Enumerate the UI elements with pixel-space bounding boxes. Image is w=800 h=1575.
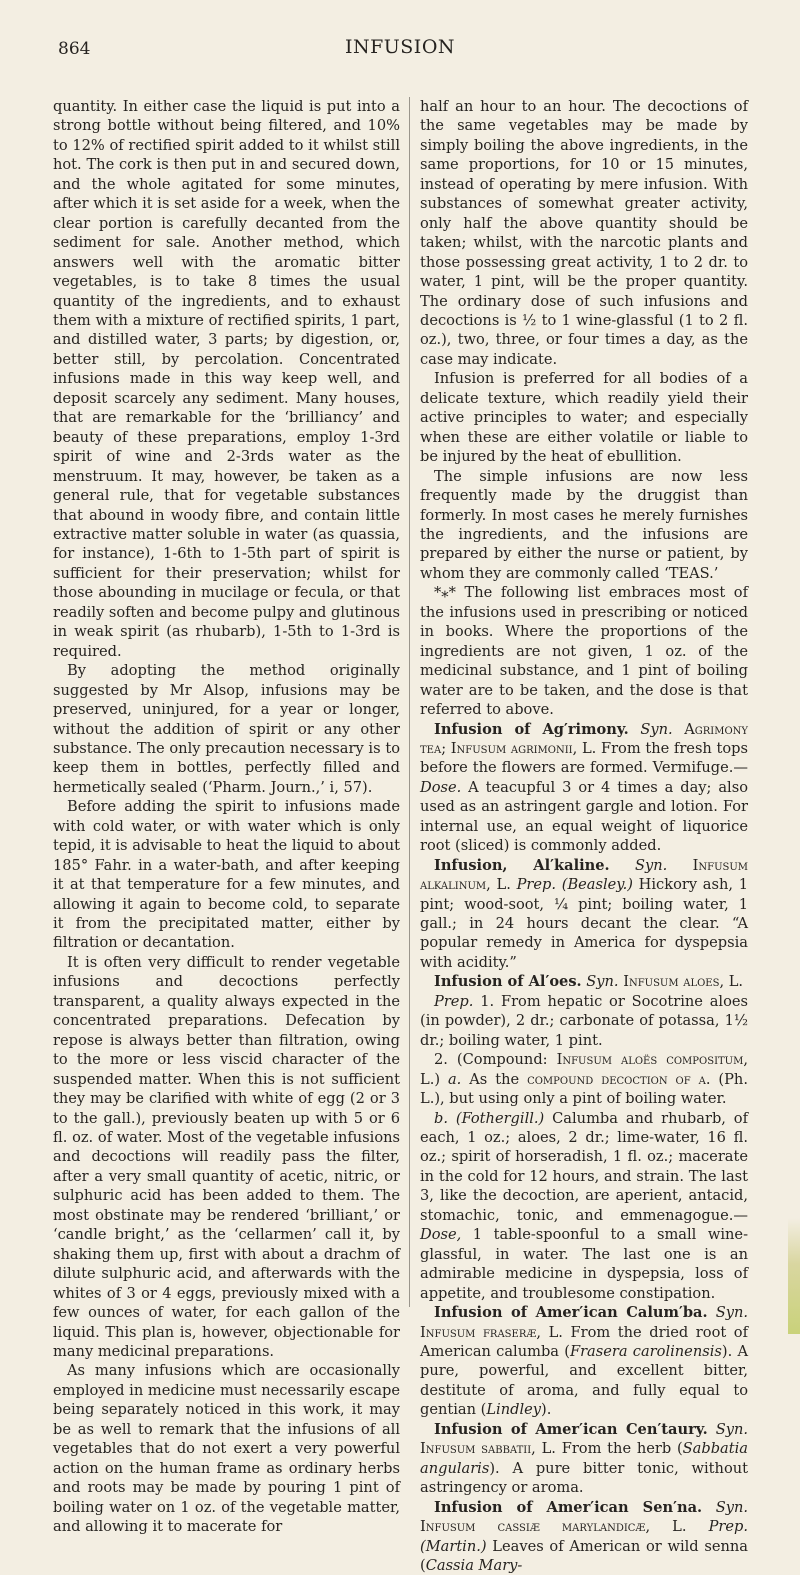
entry-heading: Infusion of Amer′ican Sen′na. <box>434 1498 703 1516</box>
entry-calumba <box>420 1303 748 1420</box>
synonyms: Infusum alkalinum, L. <box>420 856 749 894</box>
paragraph <box>420 583 748 719</box>
syn-label: Syn. <box>715 1420 748 1438</box>
synonyms: Infusum sabbatii, L. <box>420 1440 556 1458</box>
entry-text: Calumba and rhubarb, of each, 1 oz.; aloes, 2 dr.; lime-water, 16 fl. oz.; spirit of horseradish, 1 fl. oz.; macerate in the cold for 12 hours, and strain. The last 3, like the decoction, are aperient, antacid, stomachic, tonic, and emmenagogue.— <box>420 1109 748 1224</box>
column-divider <box>409 97 410 1307</box>
entry-heading: Infusion of Amer′ican Cen′taury. <box>434 1420 708 1438</box>
item-letter: b. <box>434 1109 448 1127</box>
synonyms: Infusum cassiæ marylandicæ, L. <box>420 1518 687 1536</box>
entry-text: As the <box>461 1070 528 1088</box>
entry-centaury <box>420 1420 748 1498</box>
paragraph: By adopting the method originally suggested by Mr Alsop, infusions may be preserved, uninjured, for a year or longer, without the addition of spirit or any other substance. The only precaution necessary is to keep them in bottles, perfectly filled and hermetically sealed (‘Pharm. Journ.,’ i, 57). <box>53 662 400 796</box>
paragraph-text: The following list embraces most of the infusions used in prescribing or noticed in books. Where the proportions of the ingredients are not given, 1 oz. of the medicinal substance, and 1 pint of boiling water are to be taken, and the dose is that referred to above. <box>420 584 748 719</box>
entry-text: , L.) <box>420 1051 748 1088</box>
paragraph: The simple infusions are now less frequently made by the druggist than formerly. In most cases he merely furnishes the ingredients, and the infusions are prepared by either the nurse or patient, by whom they are commonly called ‘TEAS.’ <box>420 467 748 582</box>
synonyms: Infusum aloes, L. <box>623 973 744 991</box>
paragraph: quantity. In either case the liquid is put into a strong bottle without being filtered, and 10% to 12% of rectified spirit added to it whilst still hot. The cork is then put in and secured down, and the whole agitated for some minutes, after which it is set aside for a week, when the clear portion is carefully decanted from the sediment for sale. Another method, which answers well with the aromatic bitter vegetables, is to take 8 times the usual quantity of the ingredients, and to exhaust them with a mixture of rectified spirits, 1 part, and distilled water, 3 parts; by digestion, or, better still, by percolation. Concentrated infusions made in this way keep well, and deposit scarcely any sediment. Many houses, that are remarkable for the ‘brilliancy’ and beauty of these preparations, employ 1-3rd spirit of wine and 2-3rds water as the menstruum. It may, however, be taken as a general rule, that for vegetable substances that abound in woody fibre, and contain little extractive matter soluble in water (as quassia, for instance), 1-6th to 1-5th part of spirit is sufficient for their preservation; whilst for those abounding in mucilage or fecula, or that readily soften and become pulpy and glutinous in weak spirit (as rhubarb), 1-5th to 1-3rd is required. <box>53 98 400 660</box>
dose-label: Dose, <box>420 1226 462 1244</box>
source: (Martin.) <box>420 1537 487 1555</box>
latin-name: Frasera carolinensis <box>569 1343 722 1360</box>
latin-name: Sabbatia angularis <box>420 1440 748 1477</box>
item-letter: a. <box>447 1070 462 1088</box>
entry-text: From the dried root of American calumba ( <box>420 1323 748 1360</box>
dose-label: Dose. <box>420 778 462 796</box>
source: Lindley <box>486 1401 541 1419</box>
left-column <box>53 97 400 1537</box>
page-edge-tint <box>788 1218 800 1334</box>
prep-label: Prep. <box>434 992 474 1010</box>
paragraph: It is often very difficult to render vegetable infusions and decoctions perfectly transparent, a quality always expected in the concentrated preparations. Defecation by repose is always better than filtration, owing to the more or less viscid character of the suspended matter. When this is not sufficient they may be clarified with white of egg (2 or 3 to the gall.), previously beaten up with 5 or 6 fl. oz. of water. Most of the vegetable infusions and decoctions will readily pass the filter, after a very small quantity of acetic, nitric, or sulphuric acid has been added to them. The most obstinate may be rendered ‘brilliant,’ or ‘candle bright,’ as the ‘cellarmen’ call it, by shaking them up, first with about a drachm of dilute sulphuric acid, and afterwards with the whites of 3 or 4 eggs, previously mixed with a few ounces of water, for each gallon of the liquid. This plan is, however, objectionable for many medicinal preparations. <box>53 953 400 1360</box>
prep-label: Prep. <box>516 876 557 894</box>
entry-text: From the herb ( <box>555 1440 683 1458</box>
entry-aloes-compound-a <box>420 1050 748 1108</box>
syn-label: Syn. <box>715 1498 748 1516</box>
synonyms: Infusum aloës compositum <box>556 1051 744 1069</box>
paragraph: Infusion is preferred for all bodies of a delicate texture, which readily yield their active principles to water; and especially when these are either volatile or liable to be injured by the heat of ebullition. <box>420 370 748 466</box>
entry-aloes <box>420 972 748 991</box>
entry-text: ). A pure, powerful, and excellent bitter, destitute of aroma, and fully equal to gentian ( <box>420 1343 748 1419</box>
prep-label: Prep. <box>708 1518 749 1536</box>
entry-text: ). <box>541 1401 552 1419</box>
entry-heading: Infusion, Al′kaline. <box>434 856 610 874</box>
asterism: *⁎* <box>434 584 456 602</box>
syn-label: Syn. <box>715 1304 748 1322</box>
synonyms: Agrimony tea; Infusum agrimonii, L. <box>420 720 748 757</box>
entry-aloes-prep <box>420 992 748 1050</box>
source: (Beasley.) <box>561 876 633 894</box>
entry-text: Hickory ash, 1 pint; wood-soot, ¼ pint; boiling water, 1 gall.; in 24 hours decant the clear. “A popular remedy in America for dyspepsia with acidity.” <box>420 876 749 971</box>
paragraph: Before adding the spirit to infusions made with cold water, or with water which is only tepid, it is advisable to heat the liquid to about 185° Fahr. in a water-bath, and after keeping it at that temperature for a few minutes, and allowing it again to become cold, to separate it from the precipitated matter, either by filtration or decantation. <box>53 798 400 952</box>
entry-agrimony <box>420 720 748 856</box>
entry-text: (Ph. L.), but using only a pint of boiling water. <box>420 1070 748 1108</box>
entry-text: Leaves of American or wild senna ( <box>420 1537 748 1574</box>
entry-text: 1 table-spoonful to a small wine-glassful, in water. The last one is an admirable medicine in dyspepsia, loss of appetite, and troublesome constipation. <box>420 1226 748 1302</box>
entry-text: 2. (Compound: <box>434 1051 557 1069</box>
paragraph: half an hour to an hour. The decoctions of the same vegetables may be made by simply boiling the above ingredients, in the same proportions, for 10 or 15 minutes, instead of operating by mere infusion. With substances of somewhat greater activity, only half the above quantity should be taken; whilst, with the narcotic plants and those possessing great activity, 1 to 2 dr. to water, 1 pint, will be the proper quantity. The ordinary dose of such infusions and decoctions is ½ to 1 wine-glassful (1 to 2 fl. oz.), two, three, or four times a day, as the case may indicate. <box>420 98 748 368</box>
running-head: INFUSION <box>344 36 456 58</box>
syn-label: Syn. <box>640 720 673 738</box>
entry-aloes-compound-b <box>420 1109 748 1304</box>
page-number: 864 <box>58 39 91 59</box>
source: (Fothergill.) <box>455 1109 545 1127</box>
entry-heading: Infusion of Al′oes. <box>434 973 582 991</box>
cross-reference: compound decoction of a. <box>527 1070 711 1088</box>
entry-text: 1. From hepatic or Socotrine aloes (in powder), 2 dr.; carbonate of potassa, 1½ dr.; boiling water, 1 pint. <box>420 992 748 1049</box>
entry-alkaline <box>420 856 748 973</box>
entry-text: ). A pure bitter tonic, without astringency or aroma. <box>420 1459 748 1497</box>
syn-label: Syn. <box>634 856 668 874</box>
synonyms: Infusum fraseræ, L. <box>420 1323 563 1341</box>
entry-heading: Infusion of Ag′rimony. <box>434 720 629 738</box>
right-column <box>420 97 748 1575</box>
entry-text: From the fresh tops before the flowers are formed. Vermifuge.— <box>420 739 748 777</box>
syn-label: Syn. <box>586 973 619 991</box>
paragraph: As many infusions which are occasionally employed in medicine must necessarily escape being separately noticed in this work, it may be as well to remark that the infusions of all vegetables that do not exert a very powerful action on the human frame as ordinary herbs and roots may be made by pouring 1 pint of boiling water on 1 oz. of the vegetable matter, and allowing it to macerate for <box>53 1362 400 1536</box>
entry-senna <box>420 1498 748 1575</box>
latin-name: Cassia Mary- <box>425 1556 523 1574</box>
entry-text: A teacupful 3 or 4 times a day; also used as an astringent gargle and lotion. For internal use, an equal weight of liquorice root (sliced) is commonly added. <box>420 778 748 855</box>
entry-heading: Infusion of Amer′ican Calum′ba. <box>434 1304 708 1322</box>
